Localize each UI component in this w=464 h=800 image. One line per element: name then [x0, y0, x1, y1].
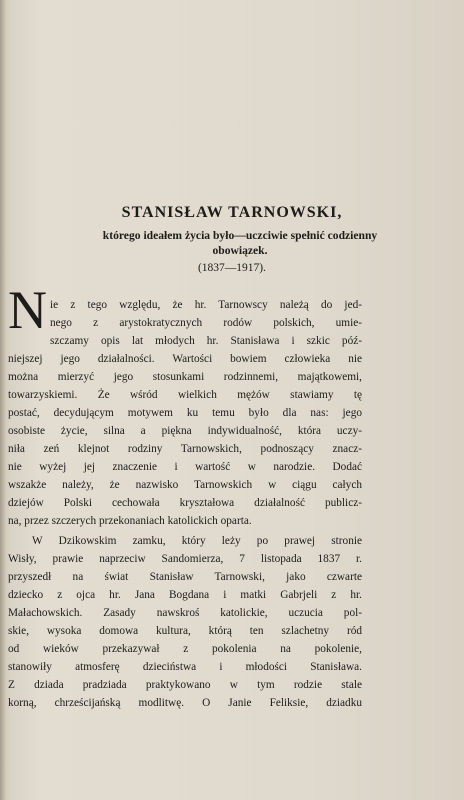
text-line: przyszedł na świat Stanisław Tarnowski, jako czwarte [8, 571, 362, 583]
text-line: Wisły, prawie naprzeciw Sandomierza, 7 listopada 1837 r. [8, 553, 362, 565]
life-dates: (1837—1917). [197, 262, 267, 274]
text-line: niła zeń klejnot rodziny Tarnowskich, podnoszący znacz- [8, 443, 362, 455]
text-line: korną, chrześcijańską modlitwę. O Janie Feliksie, dziadku [8, 697, 362, 709]
text-line: można mierzyć jego stosunkami rodzinnemi, majątkowemi, [8, 371, 362, 383]
chapter-subtitle [20, 228, 460, 258]
text-line: postać, decydującym motywem ku temu było dla nas: jego [8, 407, 362, 419]
subtitle-line-2: obowiązek. [212, 244, 268, 257]
text-line: skie, wysoka domowa kultura, którą ten szlachetny ród [8, 625, 362, 637]
text-line: Małachowskich. Zasady nawskroś katolickie, uczucia pol- [8, 607, 362, 619]
text-line: od wieków przekazywał z pokolenia na pokolenie, [8, 643, 362, 655]
text-line: dziecko z ojca hr. Jana Bogdana i matki Gabrjeli z hr. [8, 589, 362, 601]
text-line: nego z arystokratycznych rodów polskich, umie- [50, 317, 362, 329]
drop-cap: N [8, 280, 47, 340]
text-line: stanowiły atmosferę dzieciństwa i młodości Stanisława. [8, 661, 362, 673]
text-line: dziejów Polski cechowała kryształowa działalność publicz- [8, 497, 362, 509]
subtitle-line-1: którego ideałem życia było—uczciwie spełnić codzienny [102, 229, 378, 242]
chapter-title: STANISŁAW TARNOWSKI, [121, 204, 343, 221]
text-line: wszakże należy, że nazwisko Tarnowskich w ciągu całych [8, 479, 362, 491]
text-line: nie wyżej jej znaczenie i wartość w narodzie. Dodać [8, 461, 362, 473]
text-line: ie z tego względu, że hr. Tarnowscy należą do jed- [50, 299, 362, 311]
text-line: szczamy opis lat młodych hr. Stanisława i szkic póź- [50, 335, 362, 347]
text-line: osobiste życie, silna a piękna indywidualność, która uczy- [8, 425, 362, 437]
text-line: na, przez szczerych przekonaniach katolickich oparta. [8, 515, 252, 527]
text-line: towarzyskiemi. Że wśród wielkich mężów stawiamy tę [8, 389, 362, 401]
page-spine-shadow [0, 0, 6, 800]
text-line: Z dziada pradziada praktykowano w tym rodzie stale [8, 679, 362, 691]
text-line: niejszej jego działalności. Wartości bowiem człowieka nie [8, 353, 362, 365]
text-line: W Dzikowskim zamku, który leży po prawej stronie [32, 535, 362, 547]
